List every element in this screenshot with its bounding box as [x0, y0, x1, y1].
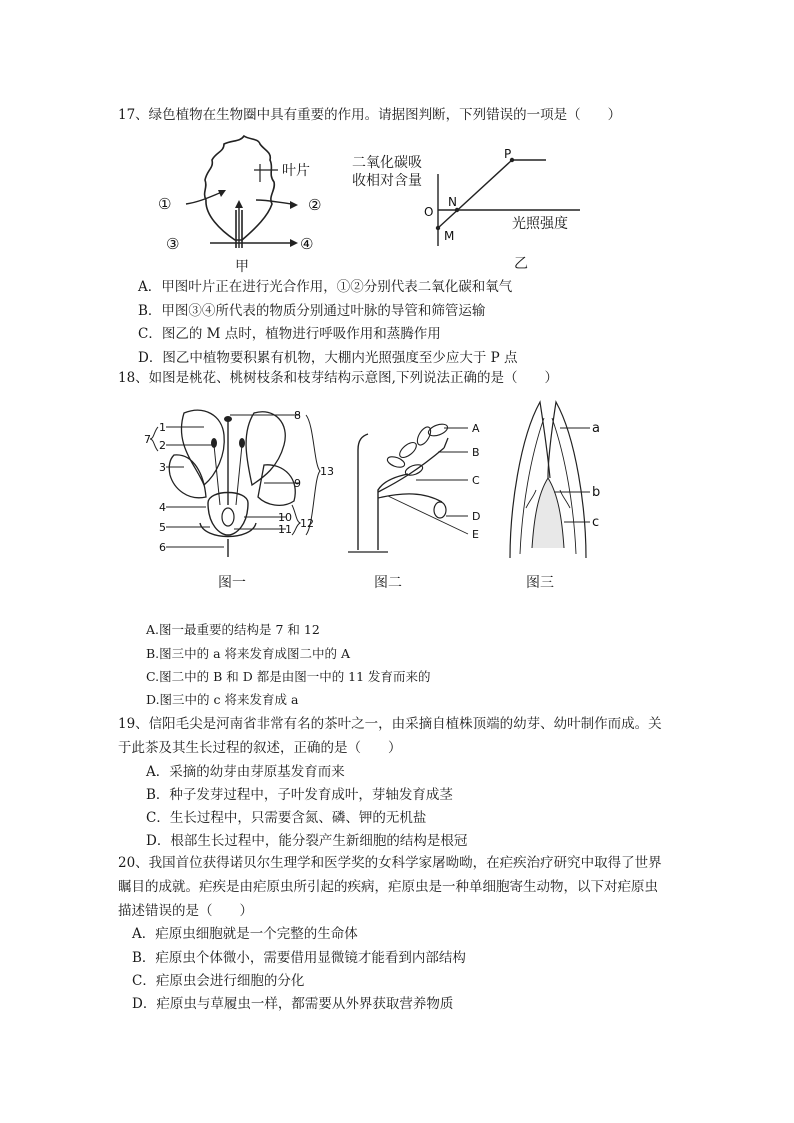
- q17-caption-jia: 甲: [235, 259, 249, 275]
- q20-stem-line3: 描述错误的是（ ）: [118, 903, 253, 919]
- q18-option-d: D.图三中的 c 将来发育成 a: [146, 692, 299, 707]
- fig1-num-8: 8: [294, 409, 301, 422]
- fig1-num-9: 9: [294, 477, 301, 490]
- q20-stem-line1: 20、我国首位获得诺贝尔生理学和医学奖的女科学家屠呦呦，在疟疾治疗研究中取得了世界: [118, 855, 662, 871]
- q17-option-d: D．图乙中植物要积累有机物，大棚内光照强度至少应大于 P 点: [138, 350, 518, 366]
- fig1-num-5: 5: [159, 521, 166, 534]
- q17-figure-jia: [150, 130, 350, 265]
- fig1-num-4: 4: [159, 501, 166, 514]
- label-origin: O: [424, 205, 434, 219]
- q17-option-b: B．甲图③④所代表的物质分别通过叶脉的导管和筛管运输: [138, 303, 486, 319]
- q17-yi-ylabel-1: 二氧化碳吸: [352, 155, 422, 171]
- label-p: P: [504, 147, 512, 161]
- fig1-num-2: 2: [159, 439, 166, 452]
- fig1-num-13: 13: [320, 465, 334, 478]
- q18-caption-fig1: 图一: [218, 575, 246, 591]
- q18-option-c: C.图二中的 B 和 D 都是由图一中的 11 发育而来的: [146, 669, 431, 684]
- circle-label-3: ③: [166, 235, 180, 253]
- fig3-letter-a: a: [592, 421, 600, 436]
- fig3-letter-c: c: [592, 515, 600, 530]
- q18-figure-2: [348, 410, 488, 560]
- q17-yi-ylabel-2: 收相对含量: [352, 173, 422, 189]
- q17-option-a: A．甲图叶片正在进行光合作用，①②分别代表二氧化碳和氧气: [138, 279, 513, 295]
- fig1-num-12: 12: [300, 517, 314, 530]
- q19-option-a: A．采摘的幼芽由芽原基发育而来: [146, 764, 345, 780]
- label-n: N: [448, 195, 457, 209]
- fig1-num-7: 7: [144, 433, 151, 446]
- circle-label-1: ①: [158, 195, 172, 213]
- fig2-letter-e: E: [472, 528, 479, 541]
- fig2-letter-b: B: [472, 446, 480, 459]
- q20-option-a: A．疟原虫细胞就是一个完整的生命体: [132, 926, 358, 942]
- x-axis-label: 光照强度: [512, 216, 568, 232]
- point-m: [436, 226, 440, 230]
- fig1-num-1: 1: [159, 421, 166, 434]
- fig1-num-6: 6: [159, 541, 166, 554]
- q17-figure-yi: [420, 146, 640, 256]
- fig2-letter-d: D: [472, 510, 481, 523]
- leaf-label: 叶片: [282, 163, 310, 179]
- q18-stem: 18、如图是桃花、桃树枝条和枝芽结构示意图,下列说法正确的是（ ）: [118, 370, 558, 386]
- q20-stem-line2: 瞩目的成就。疟疾是由疟原虫所引起的疾病，疟原虫是一种单细胞寄生动物，以下对疟原虫: [118, 879, 658, 895]
- fig3-letter-b: b: [592, 485, 601, 500]
- q18-caption-fig2: 图二: [374, 575, 402, 591]
- q20-option-b: B．疟原虫个体微小，需要借用显微镜才能看到内部结构: [132, 950, 466, 966]
- q19-option-b: B．种子发芽过程中，子叶发育成叶，芽轴发育成茎: [146, 787, 453, 803]
- fig2-letter-c: C: [472, 474, 480, 487]
- fig1-num-11: 11: [278, 523, 292, 536]
- q19-stem-line2: 于此茶及其生长过程的叙述，正确的是（ ）: [118, 740, 402, 756]
- q19-option-d: D．根部生长过程中，能分裂产生新细胞的结构是根冠: [146, 833, 468, 849]
- label-m: M: [444, 229, 455, 243]
- q17-option-c: C．图乙的 M 点时，植物进行呼吸作用和蒸腾作用: [138, 326, 441, 342]
- q18-caption-fig3: 图三: [526, 575, 554, 591]
- q18-option-a: A.图一最重要的结构是 7 和 12: [146, 622, 320, 637]
- q17-stem: 17、绿色植物在生物圈中具有重要的作用。请据图判断，下列错误的一项是（ ）: [118, 107, 622, 123]
- q18-figure-3: [500, 398, 620, 563]
- fig1-num-3: 3: [159, 461, 166, 474]
- q17-caption-yi: 乙: [514, 256, 528, 272]
- q19-option-c: C．生长过程中，只需要含氮、磷、钾的无机盐: [146, 810, 427, 826]
- q20-option-d: D．疟原虫与草履虫一样，都需要从外界获取营养物质: [132, 996, 454, 1012]
- circle-label-2: ②: [308, 196, 322, 214]
- fig2-letter-a: A: [472, 422, 480, 435]
- q18-option-b: B.图三中的 a 将来发育成图二中的 A: [146, 646, 351, 661]
- q18-figure-1: [144, 405, 334, 565]
- fig1-num-10: 10: [278, 511, 292, 524]
- circle-label-4: ④: [300, 235, 314, 253]
- q20-option-c: C．疟原虫会进行细胞的分化: [132, 973, 305, 989]
- q19-stem-line1: 19、信阳毛尖是河南省非常有名的茶叶之一，由采摘自植株顶端的幼芽、幼叶制作而成。关: [118, 716, 662, 732]
